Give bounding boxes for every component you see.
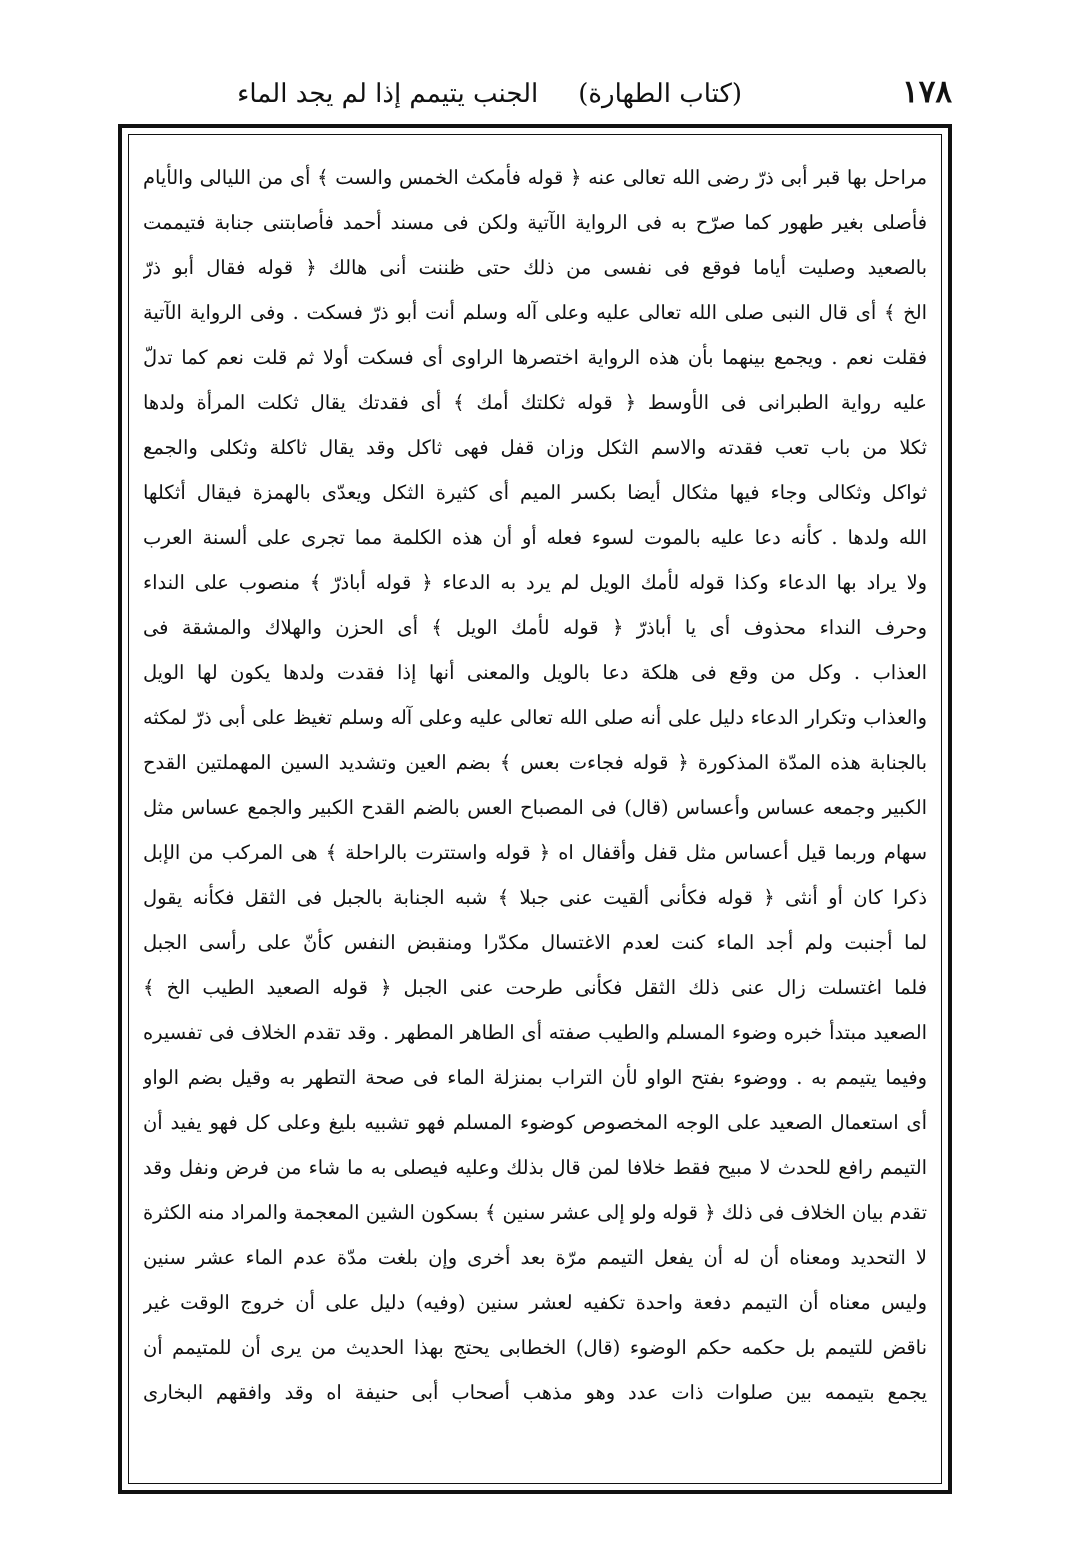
text-line: وليس معناه أن التيمم دفعة واحدة تكفيه لعشر سنين (وفيه) دليل على أن خروج الوقت غير [143,1291,927,1314]
text-line: أى استعمال الصعيد على الوجه المخصوص كوضوء المسلم فهو تشبيه بليغ وعلى كل فهو يفيد أن [143,1111,927,1134]
page-frame-inner [128,134,942,1484]
text-line: الله ولدها . كأنه دعا عليه بالموت لسوء فعله أو أن هذه الكلمة مما تجرى على ألسنة العرب [143,526,927,549]
running-title [237,74,742,114]
text-line: ناقض للتيمم بل حكمه حكم الوضوء (قال) الخطابى يحتج بهذا الحديث من يرى أن للمتيمم أن [143,1336,927,1359]
text-line: وحرف النداء محذوف أى يا أباذرّ ﴿ قوله لأمك الويل ﴾ أى الحزن والهلاك والمشقة فى [143,616,927,639]
text-line: ثكلا من باب تعب فقدته والاسم الثكل وزان قفل فهى ثاكل وقد يقال ثاكلة وثكلى والجمع [143,436,927,459]
text-line: الكبير وجمعه عساس وأعساس (قال) فى المصباح العس بالضم القدح الكبير والجمع عساس مثل [143,796,927,819]
text-line: فقلت نعم . ويجمع بينهما بأن هذه الرواية اختصرها الراوى أى فسكت أولا ثم قلت نعم كما تدلّ [143,346,927,369]
text-line: لما أجنبت ولم أجد الماء كنت لعدم الاغتسال مكدّرا ومنقبض النفس كأنّ على رأسى الجبل [143,931,927,954]
text-line: فلما اغتسلت زال عنى ذلك الثقل فكأنى طرحت عنى الجبل ﴿ قوله الصعيد الطيب الخ ﴾ [143,976,927,999]
text-line: ولا يراد بها الدعاء وكذا قوله لأمك الويل لم يرد به الدعاء ﴿ قوله أباذرّ ﴾ منصوب على النداء [143,571,927,594]
text-line: وفيما يتيمم به . ووضوء بفتح الواو لأن التراب بمنزلة الماء فى صحة التطهر به وقيل بضم الواو [143,1066,927,1089]
book-title: (كتاب الطهارة) [578,79,742,109]
text-line: التيمم رافع للحدث لا مبيح فقط خلافا لمن قال بذلك وعليه فيصلى به ما شاء من فرض ونفل وقد [143,1156,927,1179]
text-line: ذكرا كان أو أنثى ﴿ قوله فكأنى ألقيت عنى جبلا ﴾ شبه الجنابة بالجبل فى الثقل فكأنه يقول [143,886,927,909]
text-line: الصعيد مبتدأ خبره وضوء المسلم والطيب صفته أى الطاهر المطهر . وقد تقدم الخلاف فى تفسيره [143,1021,927,1044]
text-line: بالصعيد وصليت أياما فوقع فى نفسى من ذلك حتى ظننت أنى هالك ﴿ قوله فقال أبو ذرّ [143,256,927,279]
chapter-title: الجنب يتيمم إذا لم يجد الماء [237,79,539,109]
text-line: بالجنابة هذه المدّة المذكورة ﴿ قوله فجاءت بعس ﴾ بضم العين وتشديد السين المهملتين القدح [143,751,927,774]
page-frame [118,124,952,1494]
text-line: يجمع بتيممه بين صلوات ذات عدد وهو مذهب أصحاب أبى حنيفة اه وقد وافقهم البخارى [143,1381,927,1404]
text-line: الخ ﴾ أى قال النبى صلى الله تعالى عليه وعلى آله وسلم أنت أبو ذرّ فسكت . وفى الرواية الآتية [143,301,927,324]
commentary-text [143,155,927,1415]
text-line: والعذاب وتكرار الدعاء دليل على أنه صلى الله تعالى عليه وعلى آله وسلم تغيظ على أبى ذرّ لمكثه [143,706,927,729]
page-header [120,68,952,118]
page-number: ١٧٨ [902,74,952,110]
text-line: لا التحديد ومعناه أن له أن يفعل التيمم مرّة بعد أخرى وإن بلغت مدّة عدم الماء عشر سنين [143,1246,927,1269]
text-line: فأصلى بغير طهور كما صرّح به فى الرواية الآتية ولكن فى مسند أحمد فأصابتنى جنابة فتيممت [143,211,927,234]
text-line: العذاب . وكل من وقع فى هلكة دعا بالويل والمعنى أنها إذا فقدت ولدها يكون لها الويل [143,661,927,684]
text-line: سهام وربما قيل أعساس مثل قفل وأقفال اه ﴿ قوله واستترت بالراحلة ﴾ هى المركب من الإبل [143,841,927,864]
text-line: مراحل بها قبر أبى ذرّ رضى الله تعالى عنه ﴿ قوله فأمكث الخمس والست ﴾ أى من الليالى والأيام [143,166,927,189]
text-line: عليه رواية الطبرانى فى الأوسط ﴿ قوله ثكلتك أمك ﴾ أى فقدتك يقال ثكلت المرأة ولدها [143,391,927,414]
text-line: ثواكل وثكالى وجاء فيها مثكال أيضا بكسر الميم أى كثيرة الثكل ويعدّى بالهمزة فيقال أثكلها [143,481,927,504]
text-line: تقدم بيان الخلاف فى ذلك ﴿ قوله ولو إلى عشر سنين ﴾ بسكون الشين المعجمة والمراد منه الكثرة [143,1201,927,1224]
